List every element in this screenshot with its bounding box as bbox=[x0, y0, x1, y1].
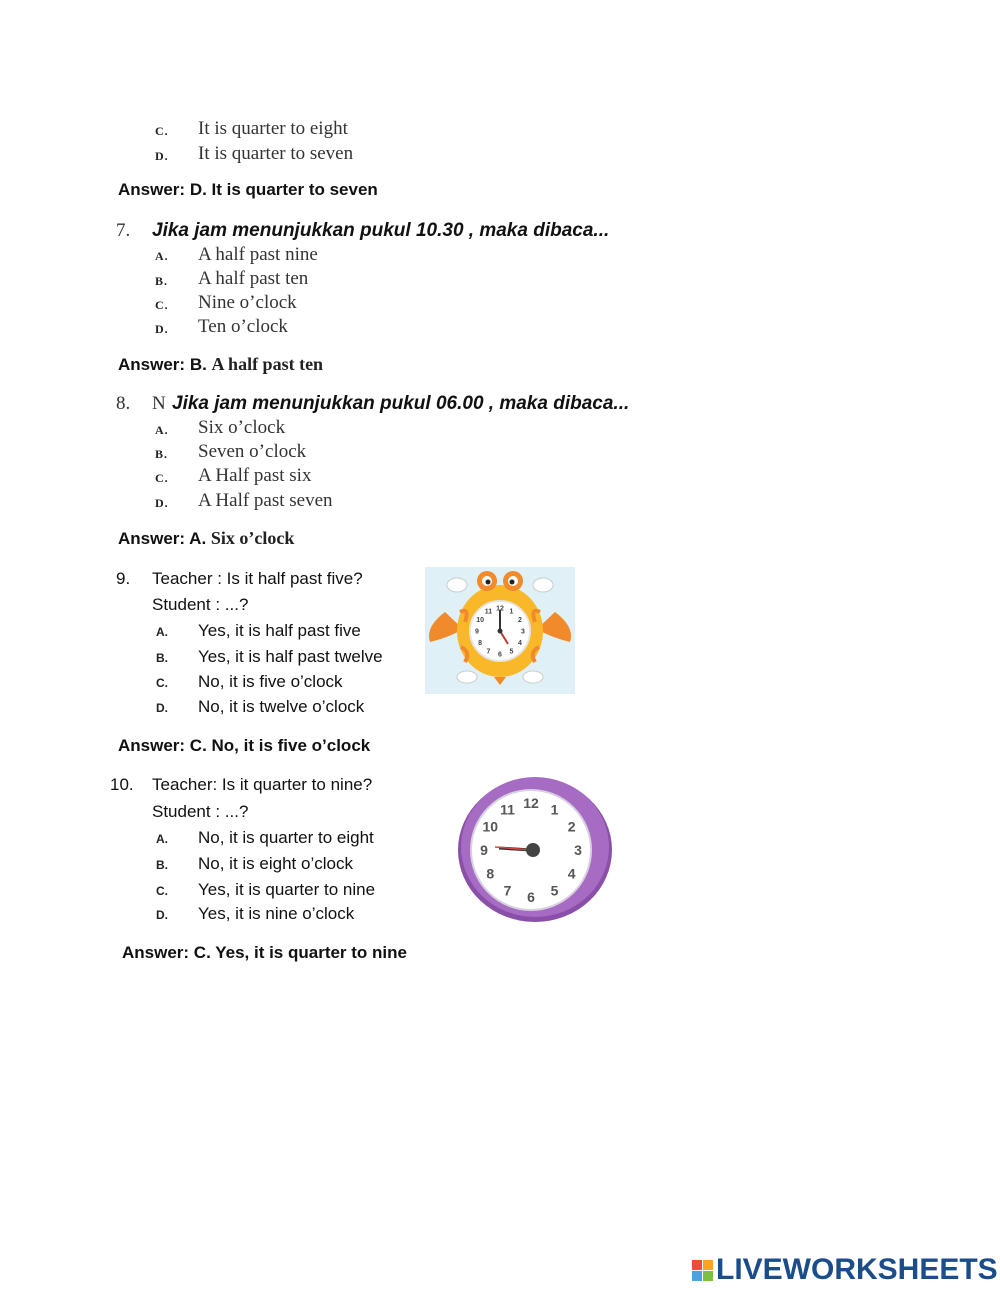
owl-clock-icon bbox=[425, 567, 575, 694]
clock-numeral: 3 bbox=[574, 842, 582, 858]
option-text[interactable]: No, it is twelve o’clock bbox=[198, 697, 365, 716]
option-letter: D. bbox=[155, 149, 169, 163]
clock-numeral: 2 bbox=[517, 617, 522, 624]
clock-numeral: 5 bbox=[509, 648, 514, 656]
answer-letter: B. bbox=[189, 355, 207, 374]
option-text[interactable]: A Half past seven bbox=[198, 490, 333, 511]
option-text[interactable]: A Half past six bbox=[198, 465, 312, 486]
option-letter: B. bbox=[155, 274, 169, 288]
clock-numeral: 11 bbox=[484, 608, 493, 616]
clock-numeral: 9 bbox=[475, 628, 479, 636]
option-letter: A. bbox=[155, 249, 169, 263]
logo-text: LIVEWORKSHEETS bbox=[716, 1253, 998, 1286]
clock-numeral: 10 bbox=[476, 617, 484, 624]
clock-numeral: 4 bbox=[517, 640, 522, 647]
option-text[interactable]: Yes, it is quarter to nine bbox=[198, 880, 376, 899]
option-letter: C. bbox=[156, 884, 168, 898]
clock-numeral: 12 bbox=[496, 605, 504, 613]
wall-clock-icon bbox=[455, 772, 615, 924]
option-text[interactable]: No, it is eight o’clock bbox=[198, 854, 353, 873]
option-text[interactable]: Nine o’clock bbox=[198, 292, 297, 313]
option-letter: A. bbox=[156, 625, 168, 639]
clock-numeral: 7 bbox=[503, 882, 512, 899]
clock-numeral: 9 bbox=[480, 842, 488, 858]
student-line: Student : ...? bbox=[152, 595, 249, 614]
answer-label: Answer: bbox=[118, 355, 186, 374]
option-letter: D. bbox=[155, 496, 169, 510]
clock-numeral: 2 bbox=[567, 818, 576, 835]
clock-numeral: 7 bbox=[486, 648, 491, 656]
option-letter: C. bbox=[155, 124, 169, 138]
answer-line bbox=[118, 180, 378, 200]
answer-text: A half past ten bbox=[211, 354, 324, 374]
question-number: 8. bbox=[116, 393, 131, 414]
clock-numeral: 10 bbox=[482, 818, 499, 835]
option-text[interactable]: A half past nine bbox=[198, 244, 318, 265]
liveworksheets-logo[interactable] bbox=[692, 1252, 998, 1288]
answer-label: Answer: bbox=[118, 180, 186, 199]
clock-numeral: 1 bbox=[509, 608, 514, 616]
question-number: 9. bbox=[116, 569, 131, 588]
option-text[interactable]: Six o’clock bbox=[198, 417, 286, 438]
option-text[interactable]: A half past ten bbox=[198, 268, 309, 289]
option-text[interactable]: No, it is quarter to eight bbox=[198, 828, 374, 847]
option-text[interactable]: It is quarter to eight bbox=[198, 118, 348, 139]
option-letter: C. bbox=[155, 471, 169, 485]
answer-line bbox=[118, 528, 294, 549]
clock-numeral: 3 bbox=[521, 628, 525, 636]
option-letter: D. bbox=[156, 908, 168, 922]
option-letter: B. bbox=[156, 858, 168, 872]
clock-numeral: 4 bbox=[567, 865, 576, 882]
option-letter: C. bbox=[156, 676, 168, 690]
purple-clock-image bbox=[455, 772, 615, 924]
option-text[interactable]: Seven o’clock bbox=[198, 441, 307, 462]
option-letter: A. bbox=[156, 832, 168, 846]
clock-numeral: 6 bbox=[527, 889, 535, 905]
clock-numeral: 8 bbox=[486, 865, 495, 882]
option-letter: D. bbox=[156, 701, 168, 715]
option-letter: D. bbox=[155, 322, 169, 336]
option-letter: C. bbox=[155, 298, 169, 312]
answer-label: Answer: bbox=[118, 529, 186, 548]
option-text[interactable]: Yes, it is half past twelve bbox=[198, 647, 383, 666]
answer-value: D. It is quarter to seven bbox=[189, 180, 378, 199]
option-text[interactable]: Yes, it is half past five bbox=[198, 621, 361, 640]
clock-numeral: 11 bbox=[500, 801, 515, 818]
question-text: Jika jam menunjukkan pukul 10.30 , maka dibaca... bbox=[152, 220, 610, 241]
answer-letter: A. bbox=[189, 529, 207, 548]
option-text[interactable]: Yes, it is nine o’clock bbox=[198, 904, 355, 923]
clock-numeral: 8 bbox=[478, 640, 483, 647]
answer-line: Answer: C. No, it is five o’clock bbox=[118, 736, 371, 755]
question-number: 10. bbox=[110, 775, 134, 794]
clock-numeral: 1 bbox=[550, 801, 559, 818]
clock-numeral: 12 bbox=[523, 795, 539, 811]
answer-line bbox=[118, 354, 323, 375]
option-letter: B. bbox=[156, 651, 168, 665]
question-text: Jika jam menunjukkan pukul 06.00 , maka dibaca... bbox=[172, 393, 630, 414]
option-text[interactable]: It is quarter to seven bbox=[198, 143, 354, 164]
clock-numeral: 5 bbox=[550, 882, 559, 899]
answer-text: Six o’clock bbox=[210, 528, 295, 548]
option-text[interactable]: Ten o’clock bbox=[198, 316, 288, 337]
teacher-line: Teacher: Is it quarter to nine? bbox=[152, 775, 373, 794]
question-prefix: N bbox=[152, 393, 166, 414]
question-number: 7. bbox=[116, 220, 131, 241]
answer-line: Answer: C. Yes, it is quarter to nine bbox=[122, 943, 407, 962]
teacher-line: Teacher : Is it half past five? bbox=[152, 569, 363, 588]
option-letter: A. bbox=[155, 423, 169, 437]
option-letter: B. bbox=[155, 447, 169, 461]
logo-badge-icon bbox=[692, 1260, 713, 1281]
option-text[interactable]: No, it is five o’clock bbox=[198, 672, 343, 691]
owl-clock-image bbox=[425, 567, 575, 694]
student-line: Student : ...? bbox=[152, 802, 249, 821]
clock-numeral: 6 bbox=[498, 651, 502, 659]
